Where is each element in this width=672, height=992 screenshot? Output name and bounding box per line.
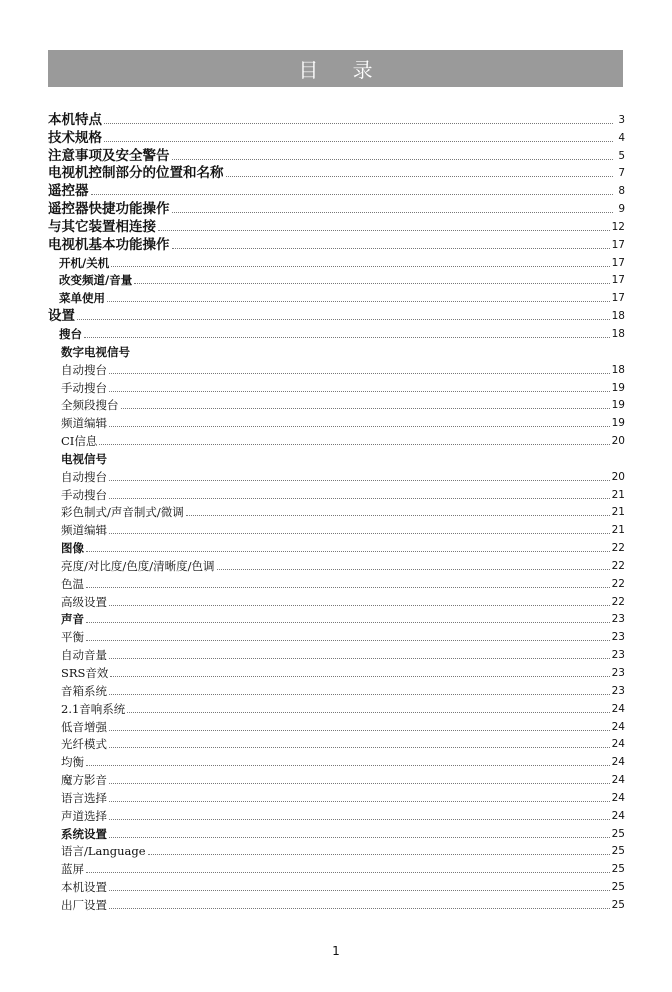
- toc-entry-label: 本机特点: [48, 111, 102, 128]
- dot-leader: [217, 569, 610, 570]
- dot-leader: [134, 283, 609, 284]
- toc-entry-page: 17: [611, 274, 625, 287]
- toc-entry-page: 23: [611, 631, 625, 644]
- toc-entry[interactable]: [48, 699, 625, 717]
- toc-entry[interactable]: [48, 895, 625, 913]
- dot-leader: [109, 908, 610, 909]
- toc-entry-page: 25: [611, 881, 625, 894]
- dot-leader: [109, 801, 610, 802]
- toc-entry[interactable]: [48, 663, 625, 681]
- toc-entry-label: 自动搜台: [61, 469, 107, 484]
- toc-entry-page: 7: [618, 167, 625, 180]
- toc-entry-page: 20: [611, 470, 625, 483]
- toc-entry[interactable]: [48, 681, 625, 699]
- toc-entry-page: 18: [611, 327, 625, 340]
- toc-entry-page: 4: [618, 131, 625, 144]
- toc-entry-label: 自动音量: [61, 648, 107, 663]
- toc-entry[interactable]: [48, 271, 625, 289]
- toc-entry-page: 24: [611, 720, 625, 733]
- dot-leader: [148, 854, 610, 855]
- toc-entry-label: 声音: [61, 612, 84, 627]
- toc-entry-page: 19: [611, 399, 625, 412]
- toc-entry-page: 23: [611, 613, 625, 626]
- toc-entry[interactable]: [48, 574, 625, 592]
- toc-entry-label: 魔方影音: [61, 773, 107, 788]
- toc-entry[interactable]: [48, 235, 625, 253]
- toc-entry-page: 9: [618, 203, 625, 216]
- toc-entry[interactable]: [48, 253, 625, 271]
- dot-leader: [186, 515, 610, 516]
- toc-entry-label: 出厂设置: [61, 897, 107, 912]
- toc-entry-page: 19: [611, 417, 625, 430]
- toc-entry-page: 24: [611, 738, 625, 751]
- dot-leader: [121, 408, 610, 409]
- toc-entry[interactable]: [48, 396, 625, 414]
- toc-entry-page: 25: [611, 845, 625, 858]
- toc-entry-page: 17: [611, 292, 625, 305]
- toc-entry-label: 彩色制式/声音制式/微调: [61, 505, 184, 520]
- toc-entry[interactable]: [48, 164, 625, 182]
- toc-entry[interactable]: [48, 610, 625, 628]
- toc-entry-page: 23: [611, 684, 625, 697]
- dot-leader: [77, 319, 610, 320]
- toc-entry[interactable]: [48, 485, 625, 503]
- toc-entry-label: 手动搜台: [61, 380, 107, 395]
- toc-entry-page: 24: [611, 791, 625, 804]
- toc-entry[interactable]: [48, 431, 625, 449]
- toc-entry[interactable]: [48, 592, 625, 610]
- toc-entry-page: 3: [618, 113, 625, 126]
- toc-entry[interactable]: [48, 449, 625, 467]
- toc-entry-label: 与其它装置相连接: [48, 218, 156, 235]
- toc-entry-page: 22: [611, 542, 625, 555]
- toc-entry[interactable]: [48, 556, 625, 574]
- dot-leader: [111, 266, 609, 267]
- toc-entry-page: 22: [611, 595, 625, 608]
- toc-entry-page: 18: [611, 363, 625, 376]
- toc-entry[interactable]: [48, 520, 625, 538]
- toc-entry[interactable]: [48, 413, 625, 431]
- toc-entry-page: 22: [611, 577, 625, 590]
- toc-entry[interactable]: [48, 342, 625, 360]
- toc-entry-label: 改变频道/音量: [59, 273, 133, 288]
- dot-leader: [109, 783, 610, 784]
- toc-entry[interactable]: [48, 735, 625, 753]
- toc-entry-label: 电视机控制部分的位置和名称: [48, 165, 224, 182]
- dot-leader: [86, 640, 610, 641]
- toc-entry-label: SRS音效: [61, 666, 109, 680]
- dot-leader: [104, 123, 613, 124]
- toc-entry-label: 亮度/对比度/色度/清晰度/色调: [61, 558, 215, 573]
- dot-leader: [109, 605, 610, 606]
- toc-entry-label: 色温: [61, 576, 84, 591]
- toc-entry-label: 声道选择: [61, 808, 107, 823]
- toc-entry[interactable]: [48, 324, 625, 342]
- toc-entry-label: 开机/关机: [59, 255, 110, 270]
- toc-entry-page: 8: [618, 185, 625, 198]
- toc-entry-label: 遥控器快捷功能操作: [48, 201, 170, 218]
- toc-entry-label: 搜台: [59, 326, 82, 341]
- dot-leader: [109, 391, 610, 392]
- dot-leader: [107, 301, 610, 302]
- toc-entry-page: 23: [611, 667, 625, 679]
- dot-leader: [110, 676, 609, 677]
- toc-entry-label: 电视信号: [61, 451, 107, 466]
- toc-entry[interactable]: [48, 306, 625, 324]
- toc-entry[interactable]: [48, 788, 625, 806]
- toc-entry-label: 均衡: [61, 755, 84, 770]
- toc-entry-label: 低音增强: [61, 719, 107, 734]
- dot-leader: [226, 176, 614, 177]
- toc-entry-label: 高级设置: [61, 594, 107, 609]
- toc-entry[interactable]: [48, 824, 625, 842]
- dot-leader: [109, 480, 610, 481]
- toc-entry[interactable]: [48, 645, 625, 663]
- toc-entry-label: 手动搜台: [61, 487, 107, 502]
- dot-leader: [109, 426, 610, 427]
- toc-entry-label: 电视机基本功能操作: [48, 236, 170, 253]
- dot-leader: [84, 337, 610, 338]
- toc-entry-page: 25: [611, 863, 625, 876]
- toc-entry-label: 菜单使用: [59, 291, 105, 306]
- toc-entry-label: 语言/Language: [61, 844, 146, 859]
- dot-leader: [172, 248, 610, 249]
- dot-leader: [86, 872, 610, 873]
- dot-leader: [99, 444, 609, 445]
- toc-entry-page: 22: [611, 559, 625, 572]
- toc-entry-label: 注意事项及安全警告: [48, 147, 170, 164]
- dot-leader: [109, 747, 610, 748]
- toc-entry-label: 光纤模式: [61, 737, 107, 752]
- toc-entry[interactable]: [48, 146, 625, 164]
- page-number: 1: [332, 944, 340, 958]
- dot-leader: [109, 730, 610, 731]
- toc-entry[interactable]: [48, 503, 625, 521]
- toc-entry[interactable]: [48, 217, 625, 235]
- toc-entry-page: 5: [618, 149, 625, 162]
- dot-leader: [109, 837, 610, 838]
- toc-entry[interactable]: [48, 717, 625, 735]
- toc-entry-label: 数字电视信号: [61, 344, 130, 359]
- toc-entry[interactable]: [48, 467, 625, 485]
- toc-entry-page: 24: [611, 702, 625, 715]
- toc-entry-page: 20: [611, 435, 625, 448]
- toc-entry-label: 蓝屏: [61, 862, 84, 877]
- toc-entry-label: 图像: [61, 541, 84, 556]
- toc-entry[interactable]: [48, 110, 625, 128]
- toc-entry-label: 设置: [48, 308, 75, 325]
- toc-entry-label: 2.1音响系统: [61, 701, 126, 716]
- toc-entry-label: 语言选择: [61, 790, 107, 805]
- toc-entry-label: 频道编辑: [61, 416, 107, 431]
- toc-entry-label: 系统设置: [61, 826, 107, 841]
- toc-entry-page: 24: [611, 809, 625, 822]
- dot-leader: [104, 141, 613, 142]
- toc-entry[interactable]: [48, 877, 625, 895]
- dot-leader: [127, 712, 609, 713]
- toc-entry[interactable]: [48, 288, 625, 306]
- toc-entry[interactable]: [48, 770, 625, 788]
- dot-leader: [172, 159, 614, 160]
- toc-entry[interactable]: [48, 842, 625, 860]
- toc-entry-page: 17: [611, 256, 625, 269]
- toc-entry[interactable]: [48, 752, 625, 770]
- toc-entry[interactable]: [48, 128, 625, 146]
- dot-leader: [86, 587, 610, 588]
- dot-leader: [158, 230, 610, 231]
- toc-entry-page: 25: [611, 898, 625, 911]
- toc-entry-page: 21: [611, 524, 625, 537]
- toc-entry-label: 遥控器: [48, 183, 89, 200]
- dot-leader: [109, 533, 610, 534]
- toc-entry-label: 全频段搜台: [61, 398, 119, 413]
- dot-leader: [91, 194, 614, 195]
- dot-leader: [172, 212, 614, 213]
- toc-entry[interactable]: [48, 538, 625, 556]
- toc-entry[interactable]: [48, 181, 625, 199]
- toc-entry-page: 21: [611, 506, 625, 519]
- toc-entry[interactable]: [48, 360, 625, 378]
- toc-entry-page: 12: [611, 220, 625, 233]
- dot-leader: [109, 819, 610, 820]
- toc-entry-label: 平衡: [61, 630, 84, 645]
- toc-entry-page: 21: [611, 488, 625, 501]
- dot-leader: [86, 551, 610, 552]
- toc-entry-label: 技术规格: [48, 129, 102, 146]
- toc-entry-label: 频道编辑: [61, 523, 107, 538]
- dot-leader: [86, 765, 610, 766]
- toc-entry-page: 17: [611, 238, 625, 251]
- toc-entry-page: 24: [611, 774, 625, 787]
- toc-entry-page: 24: [611, 756, 625, 769]
- toc-entry-label: 音箱系统: [61, 683, 107, 698]
- toc-entry-page: 18: [611, 310, 625, 323]
- dot-leader: [109, 890, 610, 891]
- toc-entry-page: 25: [611, 827, 625, 840]
- toc-entry[interactable]: [48, 859, 625, 877]
- toc-entry-page: 23: [611, 649, 625, 662]
- toc-entry[interactable]: [48, 806, 625, 824]
- dot-leader: [109, 694, 610, 695]
- dot-leader: [86, 622, 610, 623]
- dot-leader: [109, 658, 610, 659]
- toc-entry[interactable]: [48, 199, 625, 217]
- table-of-contents: [48, 110, 625, 913]
- toc-title: 目 录: [298, 58, 387, 82]
- toc-entry[interactable]: [48, 378, 625, 396]
- toc-entry[interactable]: [48, 627, 625, 645]
- toc-entry-label: 自动搜台: [61, 362, 107, 377]
- toc-entry-page: 19: [611, 381, 625, 394]
- toc-entry-label: CI信息: [61, 434, 98, 449]
- dot-leader: [109, 498, 610, 499]
- toc-entry-label: 本机设置: [61, 880, 107, 895]
- dot-leader: [109, 373, 610, 374]
- toc-title-bar: [48, 50, 623, 87]
